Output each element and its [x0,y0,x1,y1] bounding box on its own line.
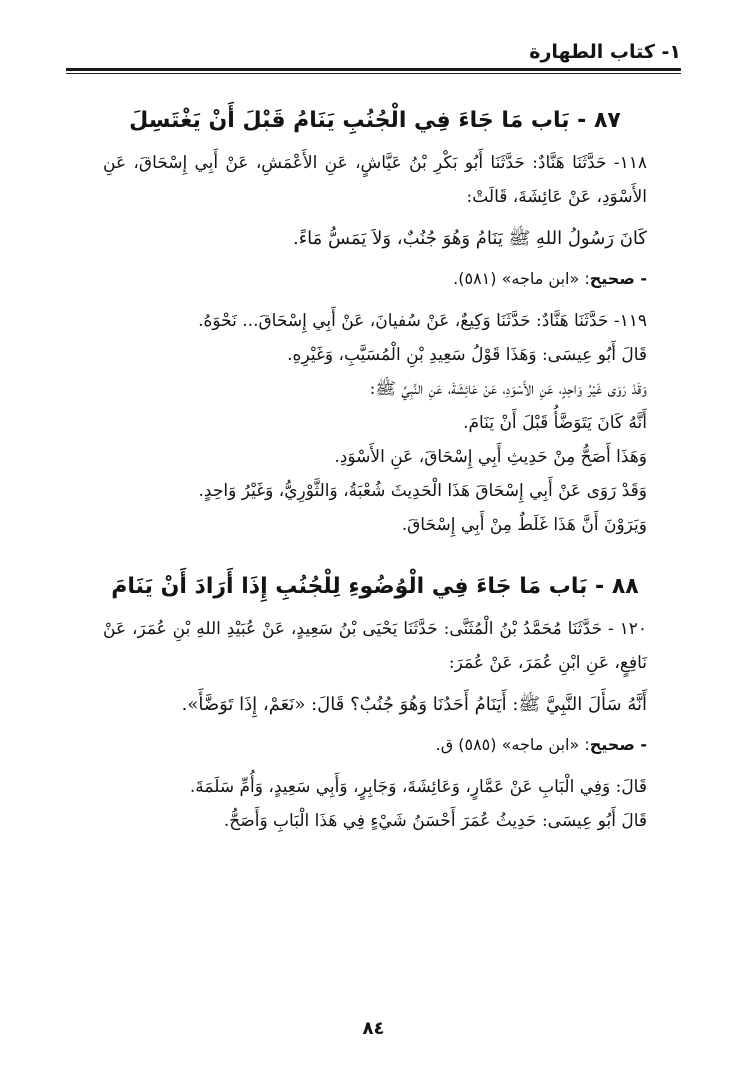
commentary-line: قَالَ: وَفِي الْبَابِ عَنْ عَمَّارٍ، وَعَائِشَةَ، وَجَابِرٍ، وَأَبِي سَعِيدٍ، وَأُمِّ سَلَمَةَ. [189,777,647,797]
hadith-120-isnad: ١٢٠ - حَدَّثَنَا مُحَمَّدُ بْنُ الْمُثَنَّى: حَدَّثَنَا يَحْيَى بْنُ سَعِيدٍ، عَنْ عُبَيْدِ اللهِ بْنِ عُمَرَ، عَنْ نَافِعٍ، عَنِ ابْنِ عُمَرَ، عَنْ عُمَرَ: [103,619,647,673]
hadith-118-isnad: ١١٨- حَدَّثَنَا هَنَّادٌ: حَدَّثَنَا أَبُو بَكْرِ بْنُ عَيَّاشٍ، عَنِ الأَعْمَشِ، عَنْ أَبِي إِسْحَاقَ، عَنِ الأَسْوَدِ، عَنْ عَائِشَةَ، قَالَتْ: [103,153,647,207]
commentary-line: قَالَ أَبُو عِيسَى: حَدِيثُ عُمَرَ أَحْسَنُ شَيْءٍ فِي هَذَا الْبَابِ وَأَصَحُّ. [223,811,647,831]
chapter-title-88: ٨٨ - بَاب مَا جَاءَ فِي الْوُضُوءِ لِلْجُنُبِ إِذَا أَرَادَ أَنْ يَنَامَ [111,574,639,599]
hadith-119-isnad: ١١٩- حَدَّثَنَا هَنَّادٌ: حَدَّثَنَا وَكِيعٌ، عَنْ سُفيانَ، عَنْ أَبِي إِسْحَاقَ... نَحْوَهُ. [198,311,647,331]
commentary-line: وَقَدْ رَوَى غَيْرُ وَاحِدٍ، عَنِ الأَسْوَدِ، عَنْ عَائِشَةَ، عَنِ النَّبِيِّ ﷺ: [369,379,647,399]
commentary-line: أَنَّهُ كَانَ يَتَوَضَّأُ قَبْلَ أَنْ يَنَامَ. [463,413,647,433]
header-rule [66,68,681,71]
page-number: ٨٤ [362,1018,385,1039]
commentary-line: وَقَدْ رَوَى عَنْ أَبِي إِسْحَاقَ هَذَا الْحَدِيثَ شُعْبَةُ، وَالثَّوْرِيُّ، وَغَيْرُ وَاحِدٍ. [198,481,647,501]
hadith-120-grade [103,728,647,762]
chapter-title-87: ٨٧ - بَاب مَا جَاءَ فِي الْجُنُبِ يَنَامُ قَبْلَ أَنْ يَغْتَسِلَ [129,108,621,133]
hadith-118-grade [103,262,647,296]
grade-reference: : «ابن ماجه» (٥٨١). [453,269,590,288]
commentary-line: قَالَ أَبُو عِيسَى: وَهَذَا قَوْلُ سَعِيدِ بْنِ الْمُسَيَّبِ، وَغَيْرِهِ. [287,345,647,365]
grade-label: - صحيح [589,735,647,754]
grade-label: - صحيح [589,269,647,288]
running-header: ١- كتاب الطهارة [529,41,681,63]
page-body [103,92,647,838]
hadith-118-matn: كَانَ رَسُولُ اللهِ ﷺ يَنَامُ وَهُوَ جُنُبٌ، وَلاَ يَمَسُّ مَاءً. [293,228,647,249]
header-rule-thin [66,73,681,74]
commentary-line: وَهَذَا أَصَحُّ مِنْ حَدِيثِ أَبِي إِسْحَاقَ، عَنِ الأَسْوَدِ. [334,447,647,467]
commentary-line: وَيَرَوْنَ أَنَّ هَذَا غَلَطٌ مِنْ أَبِي إِسْحَاقَ. [401,515,647,535]
hadith-120-matn: أَنَّهُ سَأَلَ النَّبِيَّ ﷺ: أَيَنَامُ أَحَدُنَا وَهُوَ جُنُبٌ؟ قَالَ: «نَعَمْ، إِذَا تَوَضَّأَ». [181,694,647,715]
grade-reference: : «ابن ماجه» (٥٨٥) ق. [435,735,590,754]
